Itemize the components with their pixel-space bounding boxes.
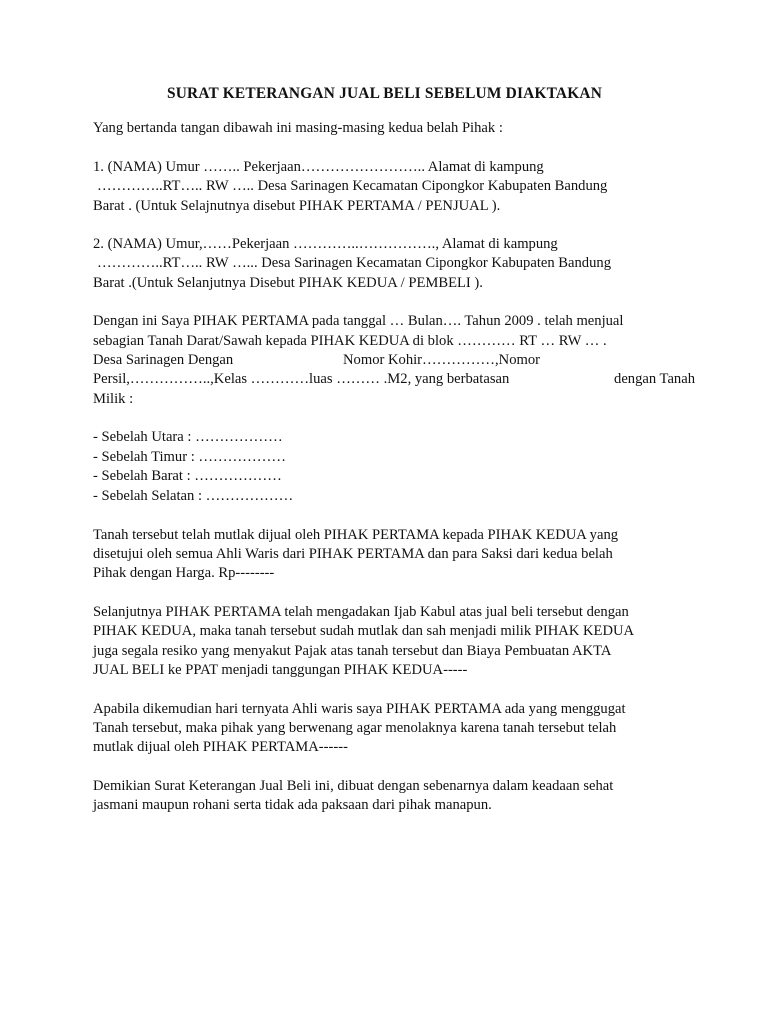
boundary-west: - Sebelah Barat : ……………… (93, 468, 282, 485)
party-two-paragraph (93, 235, 694, 293)
boundary-north: - Sebelah Utara : ……………… (93, 429, 283, 446)
boundary-south: - Sebelah Selatan : ……………… (93, 488, 294, 505)
intro-paragraph (93, 119, 694, 138)
sale-line-3 (93, 351, 694, 370)
sale-line-5: Milik : (93, 390, 134, 407)
dispute-line-1: Apabila dikemudian hari ternyata Ahli waris saya PIHAK PERTAMA ada yang menggugat (93, 700, 626, 717)
ijab-paragraph (93, 603, 694, 681)
closing-paragraph (93, 777, 694, 816)
party-one-line-1: 1. (NAMA) Umur …….. Pekerjaan…………………….. Alamat di kampung (93, 158, 544, 175)
sale-line-4-right: dengan Tanah (614, 371, 695, 388)
sale-line-3-right: Nomor Kohir……………,Nomor (343, 352, 541, 369)
sale-line-1: Dengan ini Saya PIHAK PERTAMA pada tanggal … Bulan…. Tahun 2009 . telah menjual (93, 313, 624, 330)
dispute-line-2: Tanah tersebut, maka pihak yang berwenang agar menolaknya karena tanah tersebut telah (93, 719, 617, 736)
ijab-line-2: PIHAK KEDUA, maka tanah tersebut sudah mutlak dan sah menjadi milik PIHAK KEDUA (93, 623, 635, 640)
intro-line: Yang bertanda tangan dibawah ini masing-masing kedua belah Pihak : (93, 120, 503, 137)
ijab-line-1: Selanjutnya PIHAK PERTAMA telah mengadakan Ijab Kabul atas jual beli tersebut dengan (93, 603, 629, 620)
boundary-east: - Sebelah Timur : ……………… (93, 448, 286, 465)
closing-line-2: jasmani maupun rohani serta tidak ada paksaan dari pihak manapun. (93, 797, 492, 814)
agreement-line-3: Pihak dengan Harga. Rp-------- (93, 565, 275, 582)
agreement-line-2: disetujui oleh semua Ahli Waris dari PIHAK PERTAMA dan para Saksi dari kedua belah (93, 546, 613, 563)
party-one-line-3: Barat . (Untuk Selajnutnya disebut PIHAK PERTAMA / PENJUAL ). (93, 197, 501, 214)
ijab-line-4: JUAL BELI ke PPAT menjadi tanggungan PIHAK KEDUA----- (93, 662, 468, 679)
document-title: SURAT KETERANGAN JUAL BELI SEBELUM DIAKTAKAN (166, 85, 603, 102)
party-one-line-2: …………..RT….. RW ….. Desa Sarinagen Kecamatan Cipongkor Kabupaten Bandung (97, 178, 608, 195)
sale-line-4-left: Persil,……………..,Kelas …………luas ……… .M2, yang berbatasan (93, 371, 510, 388)
sale-line-3-left: Desa Sarinagen Dengan (93, 352, 234, 369)
agreement-paragraph (93, 526, 694, 584)
sale-line-2: sebagian Tanah Darat/Sawah kepada PIHAK KEDUA di blok ………… RT … RW … . (93, 332, 607, 349)
ijab-line-3: juga segala resiko yang menyakut Pajak atas tanah tersebut dan Biaya Pembuatan AKTA (93, 642, 612, 659)
agreement-line-1: Tanah tersebut telah mutlak dijual oleh PIHAK PERTAMA kepada PIHAK KEDUA yang (93, 526, 619, 543)
boundaries-list (93, 428, 694, 506)
party-two-line-2: …………..RT….. RW …... Desa Sarinagen Kecamatan Cipongkor Kabupaten Bandung (97, 255, 611, 272)
dispute-line-3: mutlak dijual oleh PIHAK PERTAMA------ (93, 739, 348, 756)
sale-line-4 (93, 370, 695, 389)
party-two-line-3: Barat .(Untuk Selanjutnya Disebut PIHAK KEDUA / PEMBELI ). (93, 274, 483, 291)
party-one-paragraph (93, 158, 694, 216)
closing-line-1: Demikian Surat Keterangan Jual Beli ini, dibuat dengan sebenarnya dalam keadaan sehat (93, 777, 614, 794)
party-two-line-1: 2. (NAMA) Umur,……Pekerjaan …………..……………., Alamat di kampung (93, 236, 558, 253)
sale-paragraph (93, 312, 694, 409)
dispute-paragraph (93, 700, 694, 758)
